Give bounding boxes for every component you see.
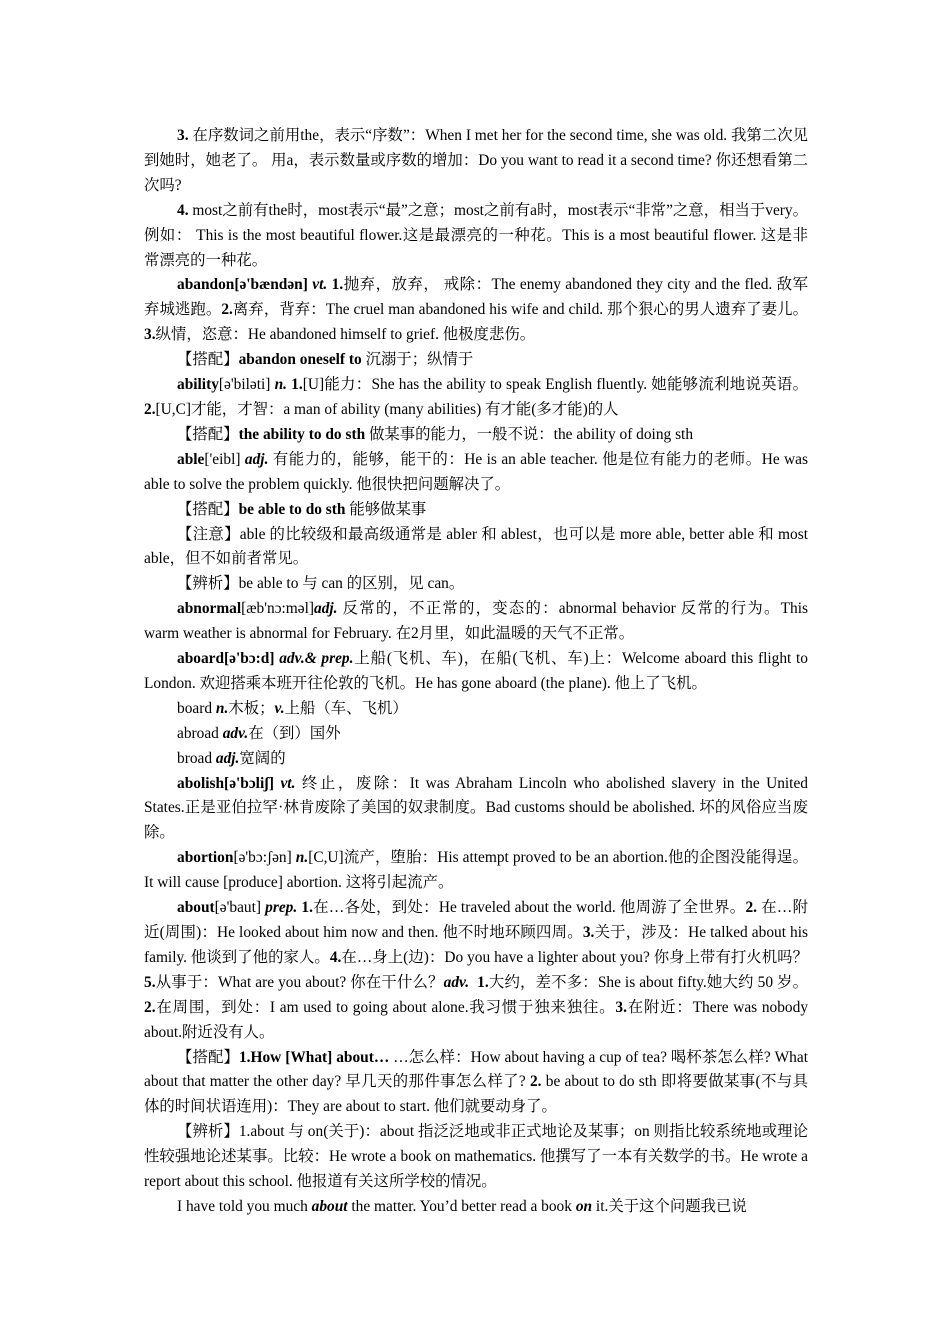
related-broad: broad adj.宽阔的 xyxy=(177,749,286,767)
distinction-able: 【辨析】be able to 与 can 的区别，见 can。 xyxy=(177,575,465,593)
entry-able: able['eibl] adj. 有能力的，能够，能干的：He is an able teacher. 他是位有能力的老师。He was able to solve the problem quickly. 他很快把问题解决了。 xyxy=(144,450,808,493)
phonetic: [ə'baut] xyxy=(214,899,261,917)
part-of-speech: vt. xyxy=(280,774,296,792)
phonetic: ['eibl] xyxy=(204,450,241,468)
phonetic: [æb'nɔ:məl] xyxy=(241,600,315,618)
related-abroad: abroad adv.在（到）国外 xyxy=(177,724,341,742)
entry-abandon: abandon[ə'bændən] vt. 1.抛弃，放弃， 戒除：The enemy abandoned they city and the fled. 敌军弃城逃跑。2.离弃，背弃：The cruel man abandoned his wife and child. 那个狠心的男人遗弃了妻儿。3.纵情，恣意：He abandoned himself to grief. 他极度悲伤。 xyxy=(144,276,809,344)
tag-collocation: 【搭配】 xyxy=(177,500,239,518)
entry-abolish: abolish[ə'bɔliʃ] vt. 终止，废除：It was Abraham Lincoln who abolished slavery in the United States.正是亚伯拉罕·林肯废除了美国的奴隶制度。Bad customs should be abolished. 坏的风俗应当废除。 xyxy=(144,774,808,842)
headword: abolish[ə'bɔliʃ] xyxy=(177,774,281,792)
note-3: 3. 在序数词之前用the，表示“序数”：When I met her for the second time, she was old. 我第二次见到她时，她老了。 用a，表示数量或序数的增加：Do you want to read it a second time? 你还想看第二次吗? xyxy=(144,127,808,194)
part-of-speech: n. xyxy=(270,376,287,394)
phonetic: ə'bɔ:d xyxy=(229,650,270,668)
distinction-about: 【辨析】1.about 与 on(关于)：about 指泛泛地或非正式地论及某事；on 则指比较系统地或理论性较强地论述某事。比较：He wrote a book on mathematics. 他撰写了一本有关数学的书。He wrote a report about this school. 他报道有关这所学校的情况。 xyxy=(144,1123,808,1191)
headword: about xyxy=(177,899,215,917)
note-number: 4. xyxy=(177,201,189,219)
tag-collocation: 【搭配】 xyxy=(177,351,239,369)
headword: able xyxy=(177,450,205,468)
part-of-speech: adj. xyxy=(215,749,240,767)
headword: abnormal xyxy=(177,600,242,618)
collocation-ability: 【搭配】the ability to do sth 做某事的能力，一般不说：the ability of doing sth xyxy=(177,425,694,443)
headword: abortion xyxy=(177,849,234,867)
phonetic: ə'bɔliʃ xyxy=(229,774,269,792)
note-4: 4. most之前有the时，most表示“最”之意；most之前有a时，most表示“非常”之意，相当于very。例如： This is the most beautiful flower.这是最漂亮的一种花。This is a most beautiful flower. 这是非常漂亮的一种花。 xyxy=(144,201,808,269)
entry-abnormal: abnormal[æb'nɔ:məl]adj. 反常的，不正常的，变态的：abnormal behavior 反常的行为。This warm weather is abnormal for February. 在2月里，如此温暖的天气不正常。 xyxy=(144,600,808,643)
collocation-about: 【搭配】1.How [What] about… …怎么样：How about having a cup of tea? 喝杯茶怎么样? What about that matter the other day? 早几天的那件事怎么样了? 2. be about to do sth 即将要做某事(不与具体的时间状语连用)：They are about to start. 他们就要动身了。 xyxy=(144,1048,808,1116)
part-of-speech: adv. xyxy=(222,724,249,742)
entry-abortion: abortion[ə'bɔ:ʃən] n.[C,U]流产，堕胎：His attempt proved to be an abortion.他的企图没能得逞。It will cause [produce] abortion. 这将引起流产。 xyxy=(144,849,808,892)
part-of-speech: adv.& prep. xyxy=(279,650,354,668)
part-of-speech: v. xyxy=(274,699,285,717)
document-body xyxy=(144,124,808,1220)
related-board: board n.木板；v.上船（车、飞机） xyxy=(177,699,408,717)
entry-about: about[ə'baut] prep. 1.在…各处，到处：He traveled about the world. 他周游了全世界。2. 在…附近(周围)：He looked about him now and then. 他不时地环顾四周。3.关于，涉及：He talked about his family. 他谈到了他的家人。4.在…身上(边)：Do you have a lighter about you? 你身上带有打火机吗？ 5.从事于：What are you about? 你在干什么？adv. 1.大约，差不多：She is about fifty.她大约 50 岁。2.在周围，到处：I am used to going about alone.我习惯于独来独往。3.在附近：There was nobody about.附近没有人。 xyxy=(144,899,809,1041)
part-of-speech: adv. xyxy=(443,973,470,991)
headword: abandon[ə'bændən] xyxy=(177,276,313,294)
phonetic: [ə'biləti] xyxy=(218,376,271,394)
tag-distinction: 【辨析】 xyxy=(177,1123,239,1141)
example-about-on: I have told you much about the matter. You’d better read a book on it.关于这个问题我已说 xyxy=(177,1197,747,1215)
entry-aboard: aboard[ə'bɔ:d] adv.& prep.上船(飞机、车)，在船(飞机、车)上：Welcome aboard this flight to London. 欢迎搭乘本班开往伦敦的飞机。He has gone aboard (the plane). 他上了飞机。 xyxy=(144,650,808,692)
headword: ability xyxy=(177,376,219,394)
tag-collocation: 【搭配】 xyxy=(177,425,239,443)
headword: aboard[ə'bɔ:d] xyxy=(177,650,280,668)
tag-distinction: 【辨析】 xyxy=(177,575,239,593)
part-of-speech: n. xyxy=(291,849,309,867)
tag-collocation: 【搭配】 xyxy=(177,1048,239,1066)
collocation-able: 【搭配】be able to do sth 能够做某事 xyxy=(177,500,427,518)
phonetic: [ə'bɔ:ʃən] xyxy=(233,849,292,867)
part-of-speech: adj. xyxy=(314,600,338,618)
part-of-speech: vt. xyxy=(312,276,328,294)
part-of-speech: adj. xyxy=(240,450,269,468)
tag-note: 【注意】 xyxy=(177,525,240,543)
collocation-abandon: 【搭配】abandon oneself to 沉溺于；纵情于 xyxy=(177,351,474,369)
part-of-speech: prep. xyxy=(261,899,298,917)
note-able: 【注意】able 的比较级和最高级通常是 abler 和 ablest，也可以是 more able, better able 和 most able，但不如前者常见。 xyxy=(144,525,808,568)
part-of-speech: n. xyxy=(215,699,229,717)
phonetic: ə'bændən xyxy=(239,276,303,294)
note-number: 3. xyxy=(177,127,189,144)
entry-ability: ability[ə'biləti] n. 1.[U]能力：She has the ability to speak English fluently. 她能够流利地说英语。2.[U,C]才能，才智：a man of ability (many abilities) 有才能(多才能)的人 xyxy=(144,376,809,418)
